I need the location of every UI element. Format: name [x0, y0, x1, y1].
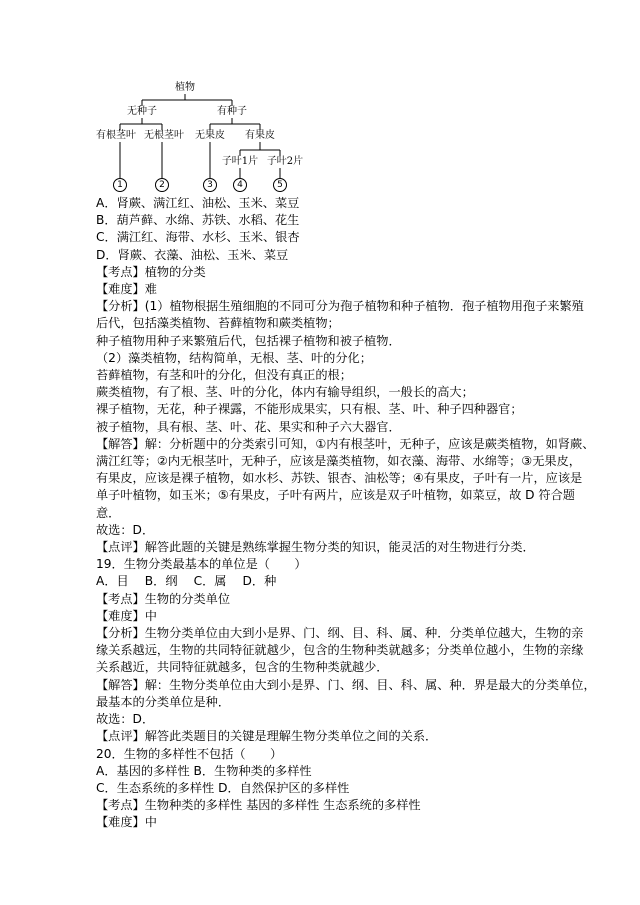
tree-no-pericarp-label: 无果皮 [195, 130, 225, 141]
difficulty-line: 【难度】中 [96, 815, 157, 830]
choice-line: 故选：D． [96, 522, 155, 537]
answer-line: 最基本的分类单位是种． [96, 694, 231, 709]
tree-dicot-label: 子叶2片 [266, 156, 304, 167]
answer-line: 【解答】解：分析题中的分类索引可知，①内有根茎叶，无种子，应该是蕨类植物，如肾蕨、 [96, 436, 595, 451]
analysis-line: 苔藓植物，有茎和叶的分化，但没有真正的根； [96, 368, 352, 383]
question-19: 19．生物分类最基本的单位是（ ） [96, 557, 307, 572]
tree-leaf-5: 5 [273, 178, 287, 192]
analysis-line: （2）藻类植物，结构简单，无根、茎、叶的分化； [96, 350, 372, 365]
topic-line: 【考点】生物种类的多样性 基因的多样性 生态系统的多样性 [96, 798, 421, 813]
tree-has-pericarp-label: 有果皮 [245, 130, 275, 141]
choice-line: 故选：D． [96, 712, 155, 727]
analysis-line: 裸子植物，无花，种子裸露，不能形成果实，只有根、茎、叶、种子四种器官； [96, 402, 523, 417]
option-d: D．肾蕨、衣藻、油松、玉米、菜豆 [96, 247, 289, 262]
option-a: A．肾蕨、满江红、油松、玉米、菜豆 [96, 196, 300, 210]
tree-leaf-4: 4 [233, 178, 247, 192]
option-c: C．满江红、海带、水杉、玉米、银杏 [96, 230, 300, 245]
answer-line: 满江红等；②内无根茎叶，无种子，应该是藻类植物，如衣藻、海带、水绵等；③无果皮， [96, 454, 581, 469]
analysis-line: 蕨类植物，有了根、茎、叶的分化，体内有输导组织，一般长的高大； [96, 385, 474, 400]
question-19-options: A．目 B．纲 C．属 D．种 [96, 574, 277, 589]
tree-no-seed-label: 无种子 [127, 106, 157, 117]
topic-line: 【考点】植物的分类 [96, 264, 206, 279]
analysis-line: 后代，包括藻类植物、苔藓植物和蕨类植物； [96, 316, 340, 331]
comment-line: 【点评】解答此题的关键是熟练掌握生物分类的知识，能灵活的对生物进行分类． [96, 540, 535, 555]
question-20: 20．生物的多样性不包括（ ） [96, 746, 283, 761]
plant-classification-tree [90, 80, 320, 195]
answer-line: 有果皮，应该是裸子植物，如水杉、苏铁、银杏、油松等；④有果皮，子叶有一片，应该是 [96, 471, 583, 486]
analysis-line: 被子植物，具有根、茎、叶、花、果实和种子六大器官． [96, 419, 401, 434]
analysis-line: 种子植物用种子来繁殖后代，包括裸子植物和被子植物． [96, 333, 401, 348]
answer-line: 【解答】解：生物分类单位由大到小是界、门、纲、目、科、属、种．界是最大的分类单位， [96, 677, 596, 692]
document-text [96, 195, 616, 832]
question-20-options-ab: A．基因的多样性 B．生物种类的多样性 [96, 763, 312, 778]
difficulty-line: 【难度】难 [96, 282, 157, 297]
difficulty-line: 【难度】中 [96, 608, 157, 623]
tree-root-label: 植物 [175, 82, 195, 93]
analysis-line: 缘关系越远，生物的共同特征就越少，包含的生物种类就越多；分类单位越小，生物的亲缘 [96, 643, 584, 658]
answer-line: 单子叶植物，如玉米；⑤有果皮，子叶有两片，应该是双子叶植物，如菜豆，故 D 符合题 [96, 488, 575, 503]
tree-has-root-stem-leaf-label: 有根茎叶 [96, 130, 136, 141]
question-20-options-cd: C．生态系统的多样性 D．自然保护区的多样性 [96, 780, 350, 795]
analysis-line: 关系越近，共同特征就越多，包含的生物种类就越少． [96, 660, 389, 675]
option-b: B．葫芦藓、水绵、苏铁、水稻、花生 [96, 213, 300, 228]
tree-leaf-2: 2 [155, 178, 169, 192]
tree-no-root-stem-leaf-label: 无根茎叶 [144, 130, 184, 141]
tree-has-seed-label: 有种子 [217, 106, 247, 117]
analysis-line: 【分析】生物分类单位由大到小是界、门、纲、目、科、属、种．分类单位越大，生物的亲 [96, 626, 584, 641]
tree-monocot-label: 子叶1片 [221, 156, 259, 167]
comment-line: 【点评】解答此类题目的关键是理解生物分类单位之间的关系． [96, 729, 438, 744]
tree-leaf-3: 3 [203, 178, 217, 192]
answer-line: 意． [96, 505, 121, 520]
analysis-line: 【分析】(1）植物根据生殖细胞的不同可分为孢子植物和种子植物．孢子植物用孢子来繁殖 [96, 299, 584, 314]
topic-line: 【考点】生物的分类单位 [96, 591, 231, 606]
tree-leaf-1: 1 [113, 178, 127, 192]
